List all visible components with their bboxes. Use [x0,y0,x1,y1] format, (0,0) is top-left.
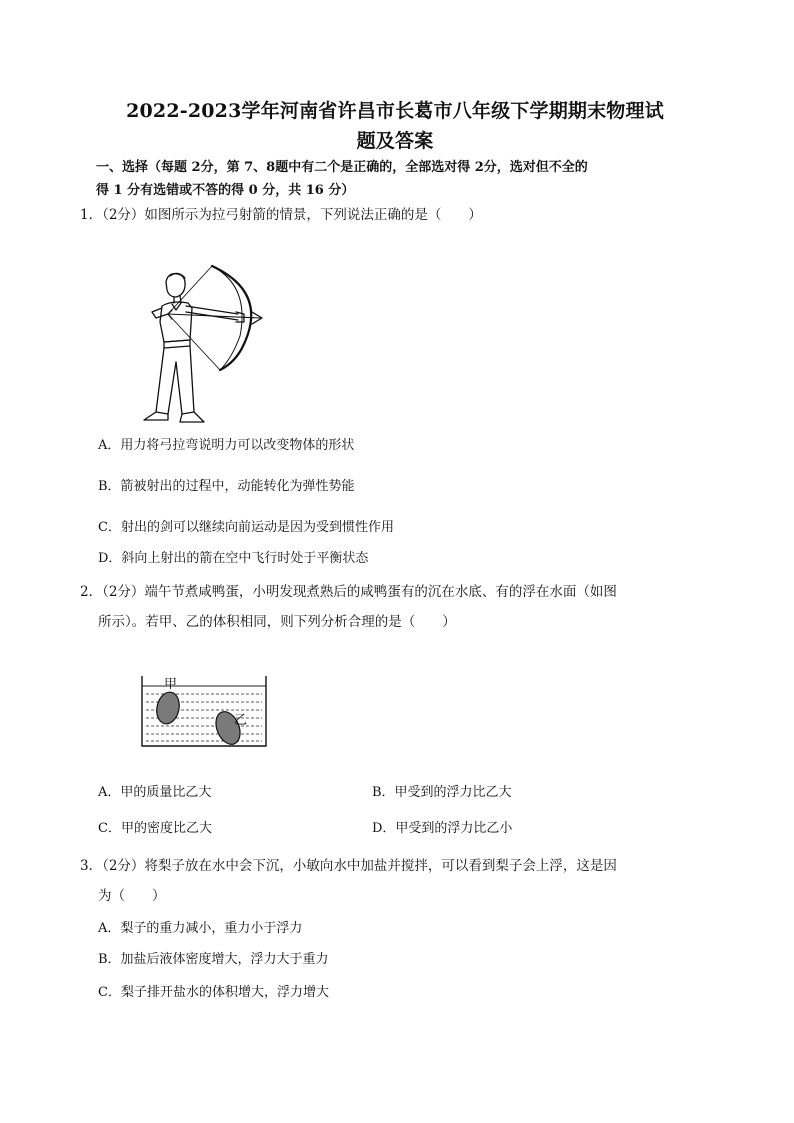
section-heading-line-2: 得 1 分有选错或不答的得 0 分，共 16 分） [96,183,355,198]
question-1-option-d: D．斜向上射出的箭在空中飞行时处于平衡状态 [98,551,369,566]
section-heading [96,156,696,202]
question-2-option-c: C．甲的密度比乙大 [98,821,212,836]
question-1-option-a: A．用力将弓拉弯说明力可以改变物体的形状 [98,438,355,453]
question-2-stem-line-2: 所示）。若甲、乙的体积相同，则下列分析合理的是（ ） [98,614,456,630]
label-jia: 甲 [164,677,178,692]
title-line-2: 题及答案 [356,130,434,152]
label-yi: 乙 [234,713,248,728]
title-line-1: 2022-2023学年河南省许昌市长葛市八年级下学期期末物理试 [126,100,664,122]
archer-figure [128,262,268,430]
question-2-option-b: B．甲受到的浮力比乙大 [372,785,512,800]
document-title [70,96,720,156]
question-1-stem: 1．（2分）如图所示为拉弓射箭的情景，下列说法正确的是（ ） [80,207,482,223]
question-2-stem-line-1: 2．（2分）端午节煮咸鸭蛋，小明发现煮熟后的咸鸭蛋有的沉在水底、有的浮在水面（如图 [80,584,617,600]
question-3-option-a: A．梨子的重力减小，重力小于浮力 [98,921,303,936]
question-1-option-c: C．射出的剑可以继续向前运动是因为受到惯性作用 [98,520,394,535]
egg-beaker-figure [138,672,270,752]
question-3-option-b: B．加盐后液体密度增大，浮力大于重力 [98,952,329,967]
question-3-option-c: C．梨子排开盐水的体积增大，浮力增大 [98,985,329,1000]
question-3-stem-line-1: 3．（2分）将梨子放在水中会下沉，小敏向水中加盐并搅拌，可以看到梨子会上浮，这是因 [80,858,617,874]
question-2-option-d: D．甲受到的浮力比乙小 [372,821,513,836]
question-1-option-b: B．箭被射出的过程中，动能转化为弹性势能 [98,479,355,494]
section-heading-line-1: 一、选择（每题 2分，第 7、8题中有二个是正确的，全部选对得 2分，选对但不全的 [96,160,588,175]
question-3-stem-line-2: 为（ ） [98,888,166,904]
question-2-option-a: A．甲的质量比乙大 [98,785,212,800]
egg-jia [154,690,182,726]
